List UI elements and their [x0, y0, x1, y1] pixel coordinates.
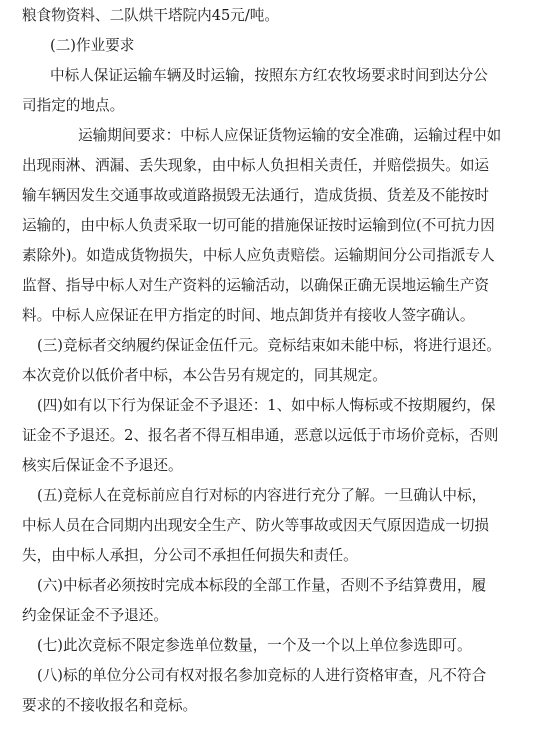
text-line: 中标人员在合同期内出现安全生产、防火等事故或因天气原因造成一切损	[22, 517, 490, 534]
text-line: 运输期间要求：中标人应保证货物运输的安全准确，运输过程中如	[78, 127, 502, 144]
text-line: 出现雨淋、洒漏、丢失现象，由中标人负担相关责任，并赔偿损失。如运	[22, 157, 490, 174]
section-heading-participants: (七)此次竞标不限定参选单位数量，一个及一个以上单位参选即可。	[37, 637, 472, 654]
section-heading-non-refund: (四)如有以下行为保证金不予退还：1、如中标人悔标或不按期履约，保	[37, 397, 496, 414]
text-line: 粮食物资料、二队烘干塔院内45元/吨。	[22, 7, 279, 24]
section-heading-completion: (六)中标者必须按时完成本标段的全部工作量，否则不予结算费用，履	[37, 577, 487, 594]
text-line: 要求的不接收报名和竞标。	[22, 697, 198, 714]
section-heading-bidder-understanding: (五)竞标人在竞标前应自行对标的内容进行充分了解。一旦确认中标，	[37, 487, 487, 504]
text-line: 失，由中标人承担，分公司不承担任何损失和责任。	[22, 547, 358, 564]
section-heading-work-requirements: (二)作业要求	[50, 37, 135, 54]
section-heading-qualification-review: (八)标的单位分公司有权对报名参加竞标的人进行资格审查，凡不符合	[37, 667, 487, 684]
text-line: 本次竞价以低价者中标，本公告另有规定的，同其规定。	[22, 367, 387, 384]
text-line: 约金保证金不予退还。	[22, 607, 168, 624]
text-line: 素除外)。如造成货物损失，中标人应负责赔偿。运输期间分公司指派专人	[22, 247, 495, 264]
text-line: 证金不予退还。2、报名者不得互相串通，恶意以远低于市场价竞标，否则	[22, 427, 499, 444]
text-line: 运输的，由中标人负责采取一切可能的措施保证按时运输到位(不可抗力因	[22, 217, 495, 234]
text-line: 监督、指导中标人对生产资料的运输活动，以确保正确无误地运输生产资	[22, 277, 490, 294]
text-line: 核实后保证金不予退还。	[22, 457, 183, 474]
text-line: 中标人保证运输车辆及时运输，按照东方红农牧场要求时间到达分公	[50, 67, 488, 84]
text-line: 输车辆因发生交通事故或道路损毁无法通行，造成货损、货差及不能按时	[22, 187, 490, 204]
text-line: 司指定的地点。	[22, 97, 125, 114]
text-line: 料。中标人应保证在甲方指定的时间、地点卸货并有接收人签字确认。	[22, 307, 475, 324]
section-heading-deposit: (三)竞标者交纳履约保证金伍仟元。竞标结束如未能中标，将进行退还。	[37, 337, 501, 354]
